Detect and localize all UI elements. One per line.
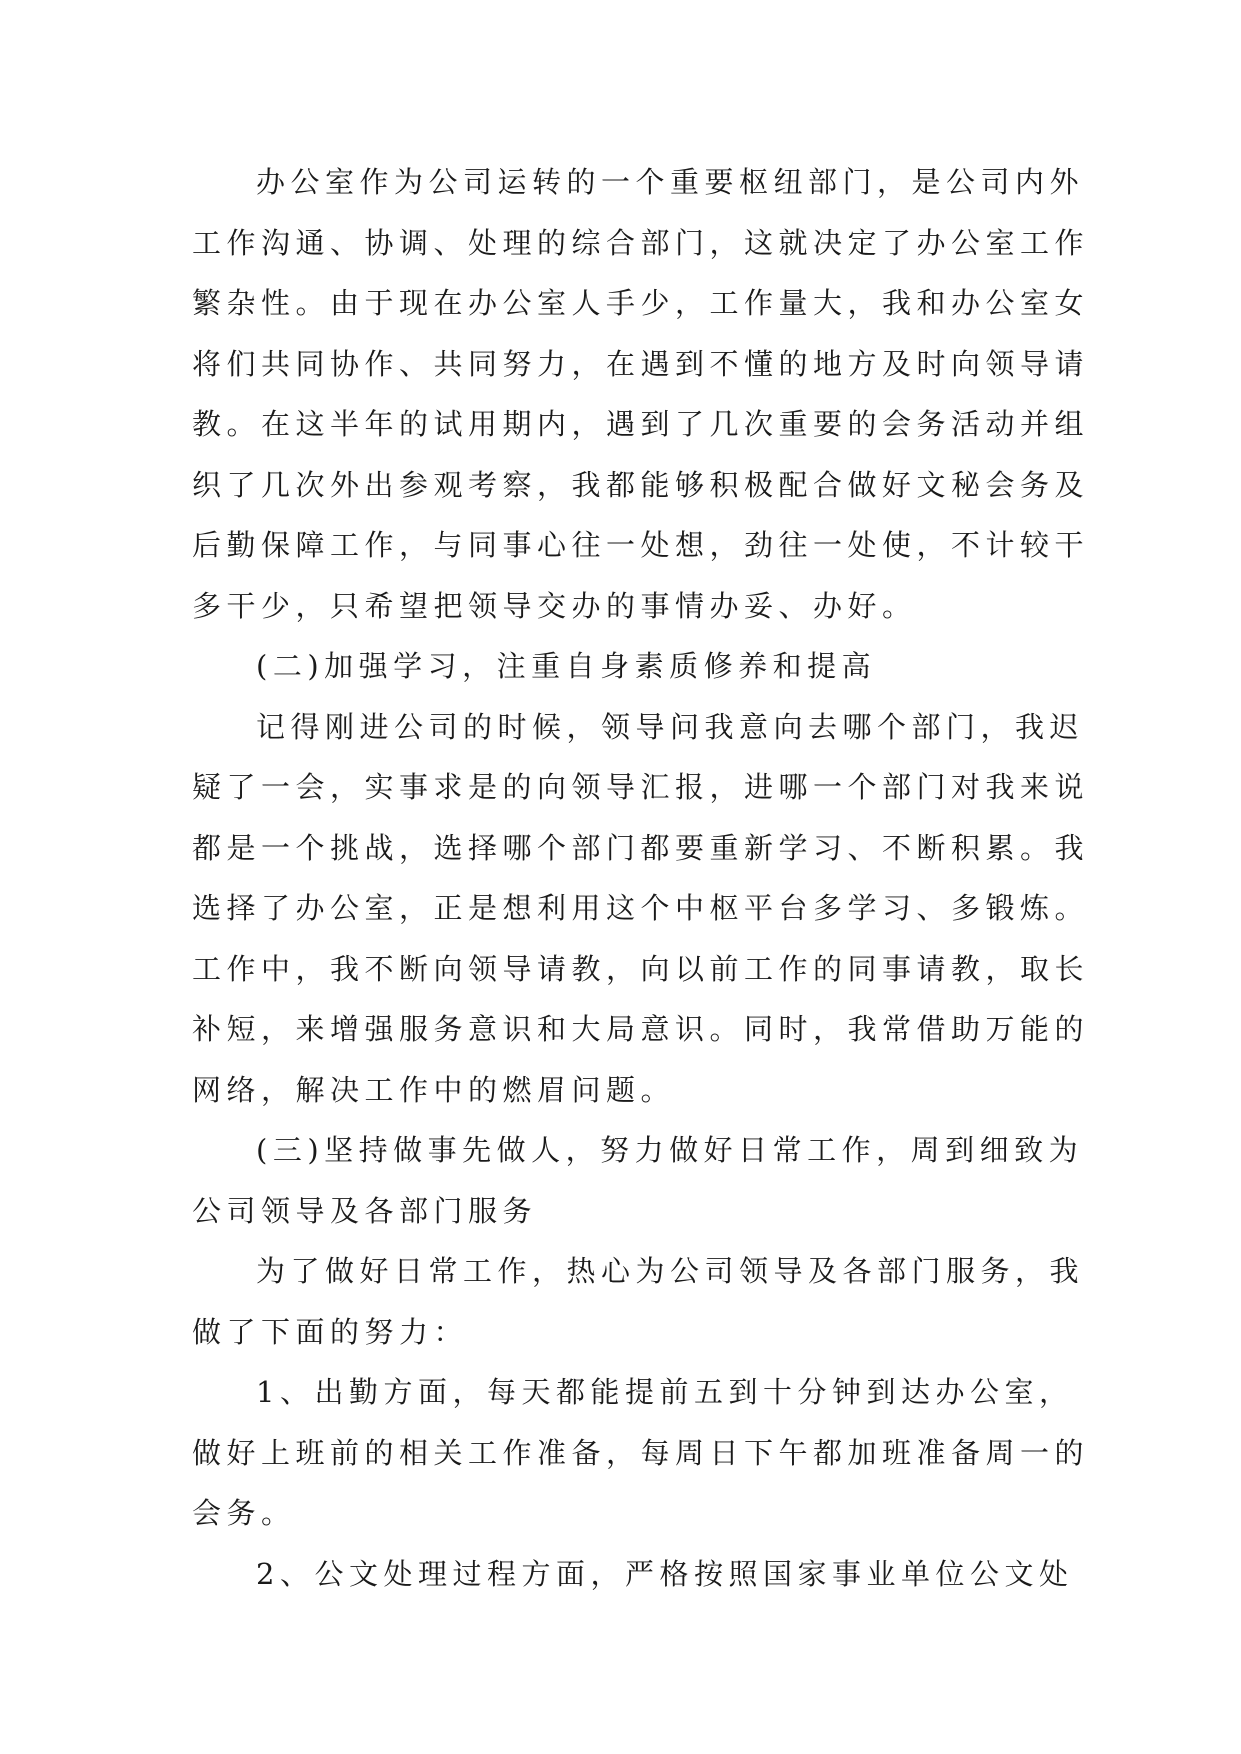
text-line: (三)坚持做事先做人，努力做好日常工作，周到细致为 bbox=[256, 1133, 1084, 1167]
text-line: 记得刚进公司的时候，领导问我意向去哪个部门，我迟 bbox=[256, 709, 1085, 744]
text-line: 多干少，只希望把领导交办的事情办妥、办好。 bbox=[192, 588, 917, 623]
text-line: 织了几次外出参观考察，我都能够积极配合做好文秘会务及 bbox=[192, 467, 1090, 502]
text-line: 1、出勤方面，每天都能提前五到十分钟到达办公室， bbox=[256, 1375, 1074, 1409]
text-line: 会务。 bbox=[192, 1496, 296, 1530]
text-line: 教。在这半年的试用期内，遇到了几次重要的会务活动并组 bbox=[192, 407, 1090, 441]
text-line: 补短，来增强服务意识和大局意识。同时，我常借助万能的 bbox=[192, 1012, 1090, 1046]
text-line: 工作中，我不断向领导请教，向以前工作的同事请教，取长 bbox=[192, 951, 1090, 986]
text-line: 选择了办公室，正是想利用这个中枢平台多学习、多锻炼。 bbox=[192, 891, 1090, 925]
text-line: 公司领导及各部门服务 bbox=[192, 1193, 538, 1228]
text-line: (二)加强学习，注重自身素质修养和提高 bbox=[256, 649, 877, 683]
text-line: 都是一个挑战，选择哪个部门都要重新学习、不断积累。我 bbox=[192, 830, 1090, 865]
text-line: 后勤保障工作，与同事心往一处想，劲往一处使，不计较干 bbox=[192, 528, 1090, 562]
text-line: 网络，解决工作中的燃眉问题。 bbox=[192, 1072, 676, 1107]
text-line: 做好上班前的相关工作准备，每周日下午都加班准备周一的 bbox=[192, 1435, 1090, 1470]
text-line: 2、公文处理过程方面，严格按照国家事业单位公文处 bbox=[256, 1556, 1074, 1591]
text-line: 为了做好日常工作，热心为公司领导及各部门服务，我 bbox=[256, 1254, 1085, 1288]
text-line: 做了下面的努力： bbox=[192, 1314, 469, 1349]
text-line: 疑了一会，实事求是的向领导汇报，进哪一个部门对我来说 bbox=[192, 770, 1090, 804]
body-text bbox=[192, 152, 1090, 1604]
text-line: 办公室作为公司运转的一个重要枢纽部门，是公司内外 bbox=[256, 165, 1085, 199]
text-line: 繁杂性。由于现在办公室人手少，工作量大，我和办公室女 bbox=[192, 286, 1090, 320]
text-line: 将们共同协作、共同努力，在遇到不懂的地方及时向领导请 bbox=[192, 346, 1090, 381]
text-line: 工作沟通、协调、处理的综合部门，这就决定了办公室工作 bbox=[192, 225, 1090, 260]
